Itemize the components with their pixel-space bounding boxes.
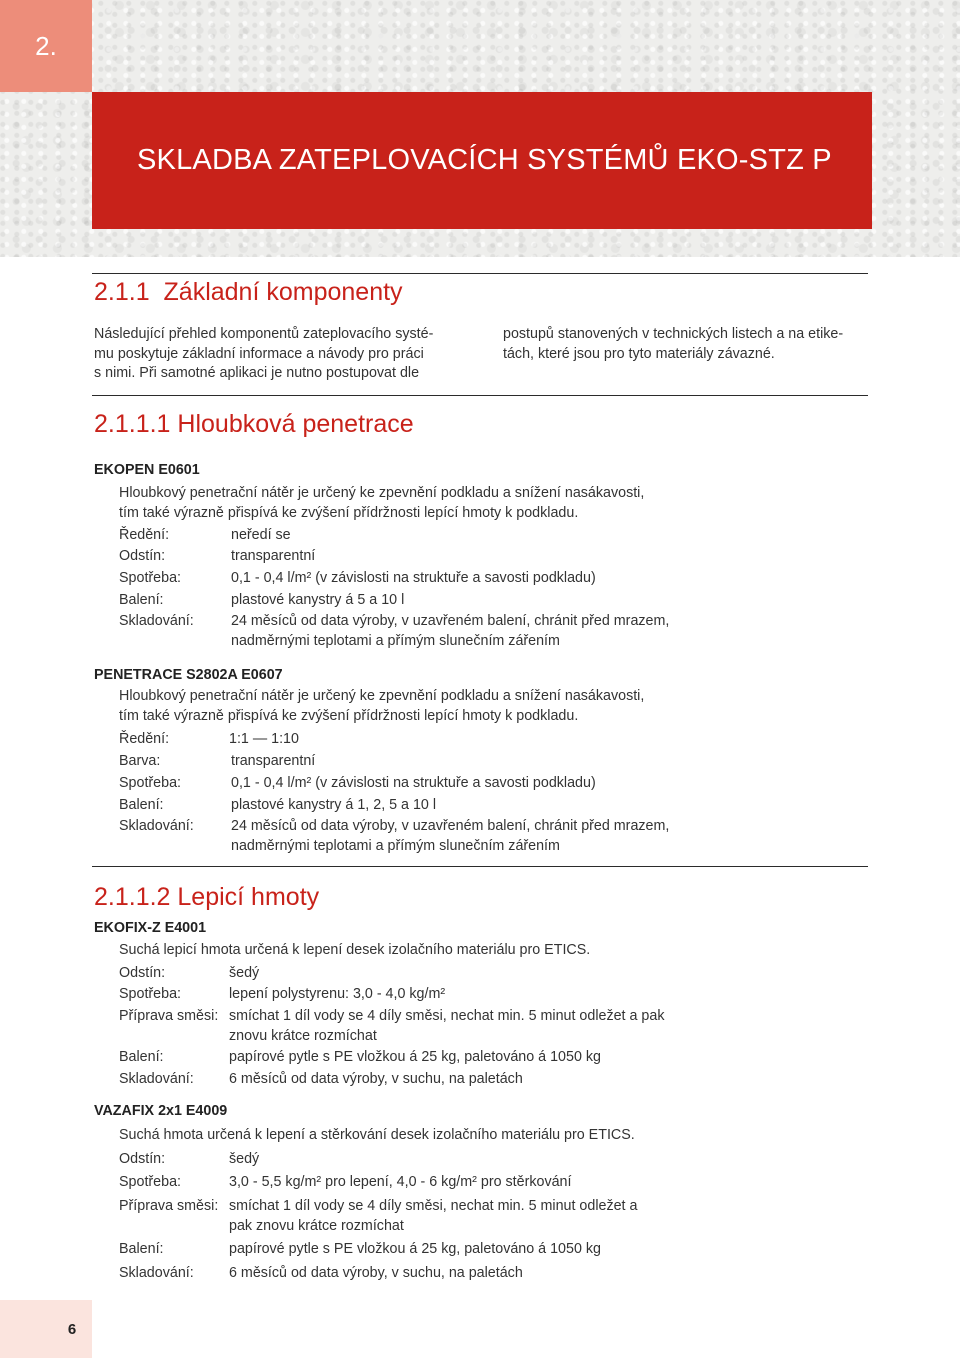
property-label: Balení:: [119, 797, 164, 813]
property-label: Odstín:: [119, 548, 166, 564]
chapter-number: 2.: [0, 0, 92, 92]
product-name: EKOPEN E0601: [94, 462, 200, 478]
property-label: Odstín:: [119, 1151, 166, 1167]
section-title: Základní komponenty: [163, 278, 403, 306]
property-value: plastové kanystry á 5 a 10 l: [231, 592, 405, 608]
property-value: papírové pytle s PE vložkou á 25 kg, paletováno á 1050 kg: [229, 1241, 601, 1257]
property-label: Spotřeba:: [119, 1174, 181, 1190]
property-value: smíchat 1 díl vody se 4 díly směsi, nechat min. 5 minut odležet a pak znovu krátce rozmíchat: [229, 1008, 665, 1044]
property-label: Balení:: [119, 1049, 164, 1065]
property-label: Balení:: [119, 592, 164, 608]
product-description: Hloubkový penetrační nátěr je určený ke zpevnění podkladu a snížení nasákavosti, tím také výrazně přispívá ke zvýšení přídržnosti lepící hmoty k podkladu.: [119, 688, 645, 724]
product-description: Hloubkový penetrační nátěr je určený ke zpevnění podkladu a snížení nasákavosti, tím také výrazně přispívá ke zvýšení přídržnosti lepící hmoty k podkladu.: [119, 485, 645, 521]
property-value: šedý: [229, 965, 260, 981]
property-value: šedý: [229, 1151, 260, 1167]
property-label: Skladování:: [119, 1071, 194, 1087]
property-value: neředí se: [231, 527, 291, 543]
property-value: 1:1 — 1:10: [229, 731, 299, 747]
property-value: 0,1 - 0,4 l/m² (v závislosti na struktuře a savosti podkladu): [231, 775, 596, 791]
property-label: Ředění:: [119, 527, 170, 543]
page-title: SKLADBA ZATEPLOVACÍCH SYSTÉMŮ EKO-STZ P: [137, 144, 832, 176]
property-label: Spotřeba:: [119, 775, 181, 791]
page-number-tab: [0, 1300, 92, 1358]
property-label: Spotřeba:: [119, 570, 181, 586]
property-label: Příprava směsi:: [119, 1198, 219, 1214]
property-value: smíchat 1 díl vody se 4 díly směsi, nechat min. 5 minut odležet a pak znovu krátce rozmíchat: [229, 1198, 638, 1234]
property-value: papírové pytle s PE vložkou á 25 kg, paletováno á 1050 kg: [229, 1049, 601, 1065]
property-label: Příprava směsi:: [119, 1008, 219, 1024]
property-label: Ředění:: [119, 731, 170, 747]
intro-text-left: Následující přehled komponentů zateplovacího systé- mu poskytuje základní informace a návody pro práci s nimi. Při samotné aplikaci je nutno postupovat dle: [94, 326, 434, 381]
property-label: Skladování:: [119, 1265, 194, 1281]
section-number: 2.1.1: [94, 278, 150, 306]
property-value: transparentní: [231, 753, 316, 769]
property-value: plastové kanystry á 1, 2, 5 a 10 l: [231, 797, 437, 813]
property-value: 6 měsíců od data výroby, v suchu, na paletách: [229, 1071, 523, 1087]
property-value: 24 měsíců od data výroby, v uzavřeném balení, chránit před mrazem, nadměrnými teplotami a přímým slunečním zářením: [231, 818, 670, 854]
property-value: 0,1 - 0,4 l/m² (v závislosti na struktuře a savosti podkladu): [231, 570, 596, 586]
subsection-heading: 2.1.1.1 Hloubková penetrace: [94, 410, 414, 438]
property-label: Balení:: [119, 1241, 164, 1257]
property-label: Barva:: [119, 753, 161, 769]
divider: [92, 866, 868, 867]
property-label: Spotřeba:: [119, 986, 181, 1002]
product-name: PENETRACE S2802A E0607: [94, 667, 283, 683]
divider: [92, 273, 868, 274]
product-name: EKOFIX-Z E4001: [94, 920, 207, 936]
property-value: 24 měsíců od data výroby, v uzavřeném balení, chránit před mrazem, nadměrnými teplotami a přímým slunečním zářením: [231, 613, 670, 649]
property-value: lepení polystyrenu: 3,0 - 4,0 kg/m²: [229, 986, 446, 1002]
intro-text-right: postupů stanovených v technických listech a na etike- tách, které jsou pro tyto materiály závazné.: [503, 326, 844, 362]
property-label: Odstín:: [119, 965, 166, 981]
property-value: 6 měsíců od data výroby, v suchu, na paletách: [229, 1265, 523, 1281]
product-name: VAZAFIX 2x1 E4009: [94, 1103, 228, 1119]
product-description: Suchá hmota určená k lepení a stěrkování desek izolačního materiálu pro ETICS.: [119, 1127, 635, 1143]
divider: [92, 395, 868, 396]
page-number: 6: [67, 1320, 77, 1338]
property-label: Skladování:: [119, 818, 194, 834]
product-description: Suchá lepicí hmota určená k lepení desek izolačního materiálu pro ETICS.: [119, 942, 591, 958]
property-label: Skladování:: [119, 613, 194, 629]
subsection-heading: 2.1.1.2 Lepicí hmoty: [94, 883, 320, 911]
section-heading: [94, 278, 403, 307]
title-banner: [92, 92, 872, 229]
property-value: transparentní: [231, 548, 316, 564]
property-value: 3,0 - 5,5 kg/m² pro lepení, 4,0 - 6 kg/m² pro stěrkování: [229, 1174, 572, 1190]
